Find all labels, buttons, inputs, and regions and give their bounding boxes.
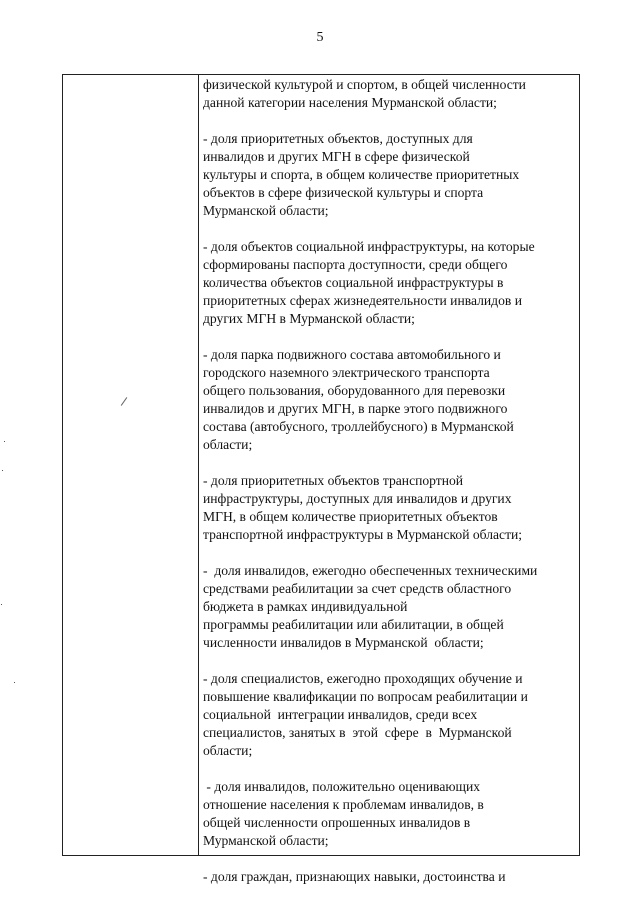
document-table: [62, 74, 580, 884]
text-line: Мурманской области;: [203, 203, 329, 218]
scan-dot: [14, 682, 15, 683]
text-line: других МГН в Мурманской области;: [203, 311, 415, 326]
indicator-paragraph: [203, 562, 575, 652]
page-number: 5: [316, 30, 324, 45]
indicator-paragraph: [203, 346, 575, 454]
text-line: повышение квалификации по вопросам реабилитации и: [203, 689, 528, 704]
text-line: общей численности опрошенных инвалидов в: [203, 815, 471, 830]
text-line: приоритетных сферах жизнедеятельности инвалидов и: [203, 293, 522, 308]
indicator-paragraph: [203, 778, 575, 850]
column-divider: [198, 75, 199, 855]
text-line: области;: [203, 437, 253, 452]
text-line: состава (автобусного, троллейбусного) в Мурманской: [203, 419, 514, 434]
text-line: сформированы паспорта доступности, среди общего: [203, 257, 508, 272]
text-line: городского наземного электрического транспорта: [203, 365, 490, 380]
indicator-paragraph: [203, 76, 575, 112]
indicator-paragraph: [203, 238, 575, 328]
text-line: - доля приоритетных объектов транспортной: [203, 473, 464, 488]
indicator-paragraph: [203, 670, 575, 760]
text-line: бюджета в рамках индивидуальной: [203, 599, 408, 614]
text-line: области;: [203, 743, 253, 758]
text-line: программы реабилитации или абилитации, в общей: [203, 617, 504, 632]
text-line: МГН, в общем количестве приоритетных объектов: [203, 509, 498, 524]
text-line: объектов в сфере физической культуры и спорта: [203, 185, 484, 200]
text-line: культуры и спорта, в общем количестве приоритетных: [203, 167, 520, 182]
text-line: - доля парка подвижного состава автомобильного и: [203, 347, 501, 362]
text-line: - доля граждан, признающих навыки, достоинства и: [203, 869, 506, 884]
scan-dot: [2, 470, 3, 471]
scan-dot: [4, 441, 5, 442]
text-line: физической культурой и спортом, в общей численности: [203, 77, 526, 92]
text-line: социальной интеграции инвалидов, среди всех: [203, 707, 478, 722]
text-line: отношение населения к проблемам инвалидов, в: [203, 797, 484, 812]
text-line: специалистов, занятых в этой сфере в Мурманской: [203, 725, 512, 740]
text-line: количества объектов социальной инфраструктуры в: [203, 275, 504, 290]
text-line: инвалидов и других МГН в сфере физической: [203, 149, 470, 164]
text-line: Мурманской области;: [203, 833, 329, 848]
text-line: данной категории населения Мурманской области;: [203, 95, 497, 110]
indicators-column: [203, 76, 575, 884]
text-line: - доля объектов социальной инфраструктуры, на которые: [203, 239, 535, 254]
text-line: - доля инвалидов, ежегодно обеспеченных техническими: [203, 563, 538, 578]
text-line: - доля приоритетных объектов, доступных для: [203, 131, 473, 146]
text-line: средствами реабилитации за счет средств областного: [203, 581, 512, 596]
text-line: общего пользования, оборудованного для перевозки: [203, 383, 506, 398]
indicator-paragraph: [203, 868, 575, 886]
text-line: численности инвалидов в Мурманской области;: [203, 635, 484, 650]
text-line: - доля специалистов, ежегодно проходящих обучение и: [203, 671, 523, 686]
indicator-paragraph: [203, 130, 575, 220]
indicator-paragraph: [203, 472, 575, 544]
text-line: инфраструктуры, доступных для инвалидов и других: [203, 491, 512, 506]
text-line: инвалидов и других МГН, в парке этого подвижного: [203, 401, 508, 416]
text-line: транспортной инфраструктуры в Мурманской области;: [203, 527, 523, 542]
scan-dot: [1, 604, 2, 605]
text-line: - доля инвалидов, положительно оценивающих: [203, 779, 481, 794]
